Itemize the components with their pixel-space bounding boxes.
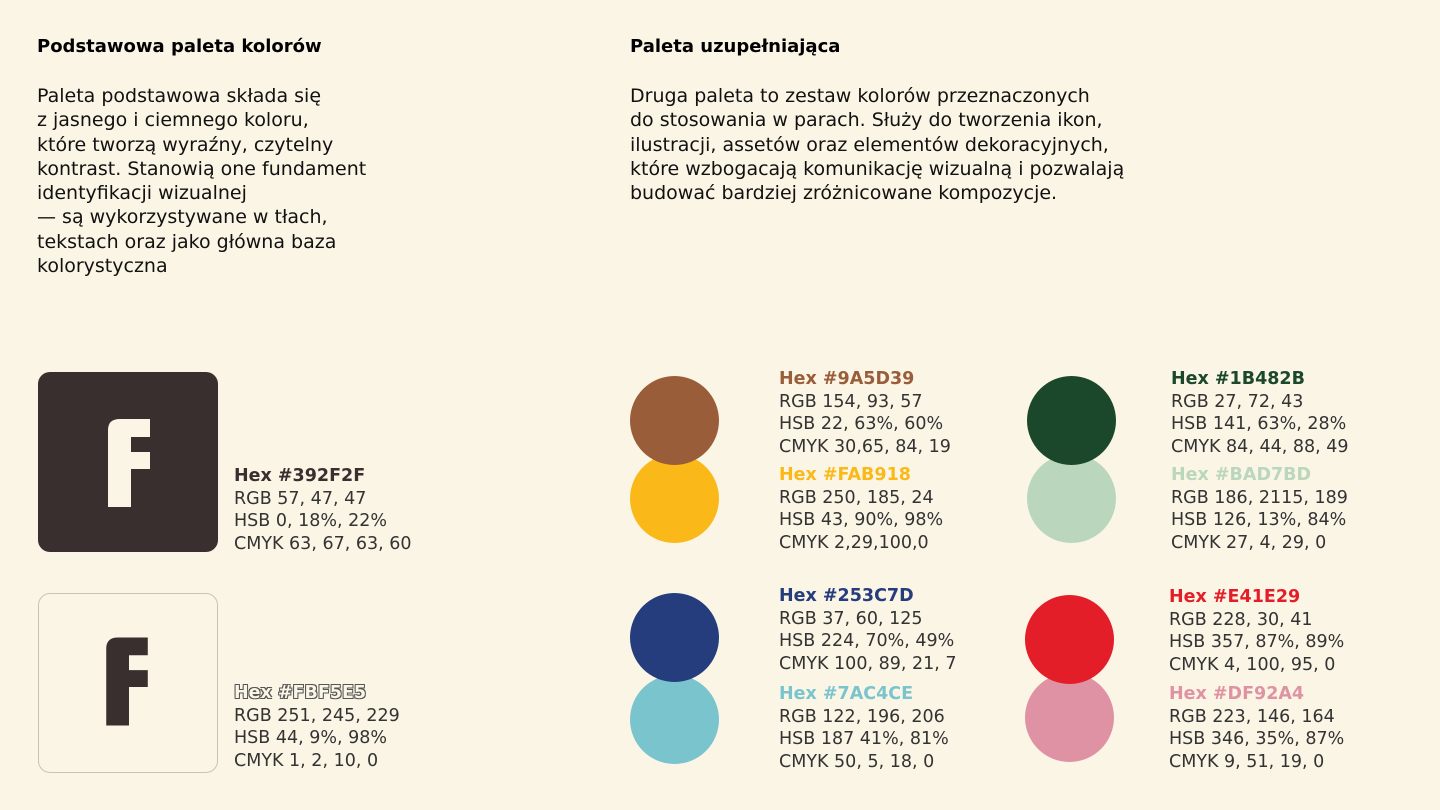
secondary-desc-line: do stosowania w parach. Służy do tworzenia ikon, [630, 109, 1103, 132]
color-circle-yellow [630, 454, 719, 543]
hex-label: Hex #253C7D [779, 586, 914, 606]
hex-label: Hex #9A5D39 [779, 369, 915, 389]
light-color-tile [38, 593, 218, 773]
light-color-spec [234, 682, 400, 772]
rgb-label: RGB 223, 146, 164 [1169, 706, 1335, 727]
color-spec-brown [779, 368, 951, 458]
secondary-palette-description [630, 84, 1124, 205]
primary-desc-line: kolorystyczna [37, 255, 168, 278]
primary-desc-line: tekstach oraz jako główna baza [37, 230, 337, 253]
color-circle-light-blue [630, 675, 719, 764]
color-circle-navy [630, 593, 719, 682]
rgb-label: RGB 27, 72, 43 [1171, 391, 1304, 412]
rgb-label: RGB 154, 93, 57 [779, 391, 923, 412]
rgb-label: RGB 228, 30, 41 [1169, 609, 1313, 630]
cmyk-label: CMYK 1, 2, 10, 0 [234, 750, 379, 771]
primary-desc-line: kontrast. Stanowią one fundament [37, 157, 367, 180]
logo-f-icon [39, 594, 217, 772]
cmyk-label: CMYK 9, 51, 19, 0 [1169, 751, 1325, 772]
secondary-desc-line: Druga paleta to zestaw kolorów przeznaczonych [630, 85, 1090, 107]
rgb-label: RGB 186, 2115, 189 [1171, 487, 1348, 508]
color-spec-navy [779, 585, 957, 675]
hsb-label: HSB 187 41%, 81% [779, 729, 949, 750]
hex-label: Hex #FAB918 [779, 465, 911, 485]
color-circle-light-green [1027, 454, 1116, 543]
primary-desc-line: identyfikacji wizualnej [37, 182, 247, 205]
color-circle-red [1025, 595, 1114, 684]
cmyk-label: CMYK 27, 4, 29, 0 [1171, 532, 1327, 553]
color-spec-red [1169, 586, 1344, 676]
cmyk-label: CMYK 2,29,100,0 [779, 532, 929, 553]
hex-label: Hex #DF92A4 [1169, 684, 1305, 704]
hex-label: Hex #BAD7BD [1171, 465, 1312, 485]
logo-f-icon [38, 372, 218, 552]
hsb-label: HSB 141, 63%, 28% [1171, 414, 1347, 435]
rgb-label: RGB 251, 245, 229 [234, 705, 400, 726]
rgb-label: RGB 250, 185, 24 [779, 487, 934, 508]
cmyk-label: CMYK 4, 100, 95, 0 [1169, 654, 1336, 675]
hsb-label: HSB 224, 70%, 49% [779, 631, 955, 652]
color-spec-pink [1169, 683, 1344, 773]
primary-palette-description [37, 84, 366, 278]
rgb-label: RGB 37, 60, 125 [779, 608, 923, 629]
cmyk-label: CMYK 100, 89, 21, 7 [779, 653, 957, 674]
hsb-label: HSB 44, 9%, 98% [234, 728, 388, 749]
hex-label: Hex #E41E29 [1169, 587, 1301, 607]
primary-desc-line: które tworzą wyraźny, czytelny [37, 133, 334, 156]
secondary-desc-line: ilustracji, assetów oraz elementów dekoracyjnych, [630, 133, 1109, 156]
color-circle-brown [630, 376, 719, 465]
hex-label: Hex #7AC4CE [779, 684, 914, 704]
secondary-palette-title: Paleta uzupełniająca [630, 36, 841, 57]
cmyk-label: CMYK 30,65, 84, 19 [779, 436, 951, 457]
primary-desc-line: Paleta podstawowa składa się [37, 85, 322, 107]
dark-color-spec [234, 465, 412, 555]
primary-palette-title: Podstawowa paleta kolorów [37, 36, 322, 57]
color-spec-light-green [1171, 464, 1348, 554]
hsb-label: HSB 346, 35%, 87% [1169, 729, 1345, 750]
primary-desc-line: z jasnego i ciemnego koloru, [37, 109, 309, 132]
color-spec-light-blue [779, 683, 949, 773]
cmyk-label: CMYK 63, 67, 63, 60 [234, 533, 412, 554]
hex-label: Hex #392F2F [234, 466, 366, 486]
hsb-label: HSB 22, 63%, 60% [779, 414, 944, 435]
secondary-desc-line: które wzbogacają komunikację wizualną i pozwalają [630, 157, 1125, 180]
secondary-desc-line: budować bardziej zróżnicowane kompozycje. [630, 182, 1058, 205]
rgb-label: RGB 122, 196, 206 [779, 706, 945, 727]
hsb-label: HSB 0, 18%, 22% [234, 511, 388, 532]
cmyk-label: CMYK 50, 5, 18, 0 [779, 751, 935, 772]
primary-desc-line: — są wykorzystywane w tłach, [37, 206, 328, 229]
color-circle-pink [1025, 673, 1114, 762]
hex-label: Hex #FBF5E5 [234, 683, 367, 703]
color-circle-dark-green [1027, 376, 1116, 465]
color-spec-yellow [779, 464, 943, 554]
cmyk-label: CMYK 84, 44, 88, 49 [1171, 436, 1349, 457]
color-spec-dark-green [1171, 368, 1349, 458]
hsb-label: HSB 357, 87%, 89% [1169, 632, 1345, 653]
hsb-label: HSB 126, 13%, 84% [1171, 510, 1347, 531]
hsb-label: HSB 43, 90%, 98% [779, 510, 944, 531]
hex-label: Hex #1B482B [1171, 369, 1305, 389]
rgb-label: RGB 57, 47, 47 [234, 488, 367, 509]
dark-color-tile [38, 372, 218, 552]
